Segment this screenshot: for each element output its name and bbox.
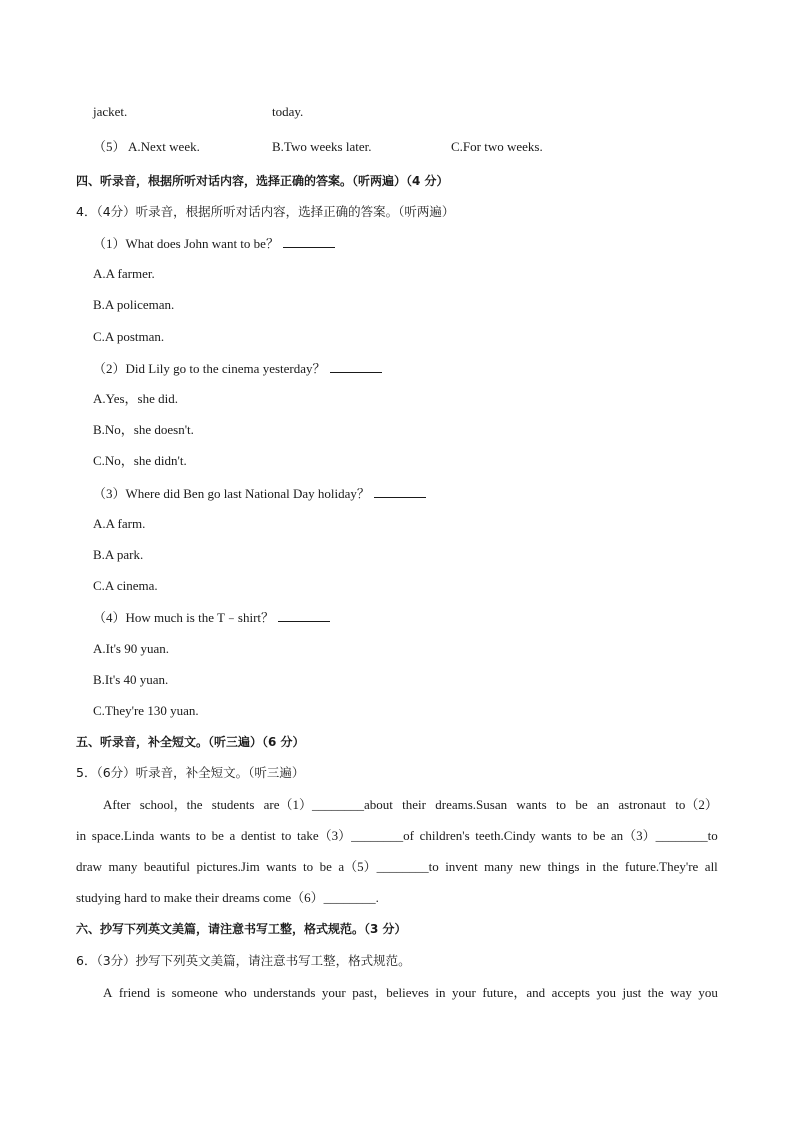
word: a（5）________to xyxy=(338,859,439,874)
word: an xyxy=(596,797,610,812)
word: are（1）________about xyxy=(263,797,393,812)
word: things xyxy=(547,859,580,874)
word: be xyxy=(575,797,588,812)
option-a: A.Next week. xyxy=(128,139,200,154)
section-heading: 四、听录音，根据所听对话内容，选择正确的答案。（听两遍）（4 分） xyxy=(76,174,449,188)
question-stem: 4．（4分）听录音，根据所听对话内容，选择正确的答案。（听两遍） xyxy=(76,204,455,219)
section-heading: 五、听录音，补全短文。（听三遍）（6 分） xyxy=(76,735,305,749)
answer-blank[interactable] xyxy=(283,235,335,248)
word: to xyxy=(577,828,588,843)
option-a: A.It's 90 yuan. xyxy=(93,641,170,656)
word: A xyxy=(103,985,113,1000)
question-text: （4）How much is the T﹣shirt？ xyxy=(93,609,330,626)
option-a: A.A farmer. xyxy=(93,266,155,281)
word: all xyxy=(704,859,718,874)
question-text: （3）Where did Ben go last National Day holiday？ xyxy=(93,485,426,502)
word: space.Linda xyxy=(91,828,155,843)
word: be xyxy=(592,828,606,843)
word: friend xyxy=(118,985,150,1000)
word: an（3）________to xyxy=(610,828,718,843)
option-b: B.It's 40 yuan. xyxy=(93,672,169,687)
passage-line xyxy=(76,828,718,844)
option-b: B.No，she doesn't. xyxy=(93,422,194,437)
word: future，and xyxy=(482,985,546,1000)
word: in xyxy=(76,828,87,843)
question-stem: 6．（3分）抄写下列英文美篇，请注意书写工整，格式规范。 xyxy=(76,953,411,968)
word: your xyxy=(321,985,346,1000)
answer-blank[interactable] xyxy=(330,360,382,373)
word: to（2） xyxy=(675,797,718,812)
word: you xyxy=(596,985,616,1000)
word: future.They're xyxy=(624,859,699,874)
answer-blank[interactable] xyxy=(374,485,426,498)
word: wants xyxy=(516,797,547,812)
word: dreams.Susan xyxy=(435,797,508,812)
word: a xyxy=(229,828,236,843)
copy-passage-line xyxy=(103,985,718,1001)
option-c: C.For two weeks. xyxy=(451,139,543,154)
word: past，believes xyxy=(352,985,429,1000)
word: invent xyxy=(445,859,478,874)
option-text: today. xyxy=(272,104,304,119)
word: many xyxy=(108,859,138,874)
word: to xyxy=(555,797,567,812)
word: their xyxy=(402,797,426,812)
word: the xyxy=(602,859,619,874)
word: to xyxy=(195,828,206,843)
option-a: A.Yes，she did. xyxy=(93,391,178,406)
option-c: C.A postman. xyxy=(93,329,165,344)
word: wants xyxy=(159,828,191,843)
word: to xyxy=(281,828,292,843)
word: just xyxy=(622,985,642,1000)
word: in xyxy=(585,859,597,874)
option-c: C.They're 130 yuan. xyxy=(93,703,199,718)
answer-blank[interactable] xyxy=(278,609,330,622)
section-heading: 六、抄写下列英文美篇，请注意书写工整，格式规范。（3 分） xyxy=(76,922,407,936)
word: is xyxy=(156,985,166,1000)
option-b: B.Two weeks later. xyxy=(272,139,372,154)
word: beautiful xyxy=(143,859,191,874)
word: wants xyxy=(266,859,297,874)
question-stem: 5．（6分）听录音，补全短文。（听三遍） xyxy=(76,765,305,780)
word: pictures.Jim xyxy=(196,859,260,874)
option-a: A.A farm. xyxy=(93,516,146,531)
word: someone xyxy=(171,985,218,1000)
word: many xyxy=(484,859,514,874)
word: to xyxy=(302,859,314,874)
word: teeth.Cindy xyxy=(475,828,536,843)
word: astronaut xyxy=(618,797,667,812)
word: in xyxy=(435,985,446,1000)
option-b: B.A policeman. xyxy=(93,297,175,312)
option-b: B.A park. xyxy=(93,547,144,562)
question-text: （1）What does John want to be？ xyxy=(93,235,335,252)
passage-line xyxy=(103,797,718,813)
word: students xyxy=(211,797,255,812)
word: your xyxy=(451,985,476,1000)
word: accepts xyxy=(551,985,590,1000)
word: you xyxy=(698,985,718,1000)
word: dentist xyxy=(240,828,276,843)
word: draw xyxy=(76,859,102,874)
word: way xyxy=(670,985,692,1000)
word: who xyxy=(224,985,247,1000)
option-c: C.A cinema. xyxy=(93,578,158,593)
word: children's xyxy=(419,828,470,843)
word: the xyxy=(647,985,664,1000)
question-text: （2）Did Lily go to the cinema yesterday？ xyxy=(93,360,382,377)
word: be xyxy=(211,828,224,843)
passage-line xyxy=(76,859,718,875)
word: take（3）________of xyxy=(297,828,415,843)
passage-line: studying hard to make their dreams come（6）________. xyxy=(76,890,379,905)
word: After xyxy=(103,797,131,812)
word: new xyxy=(519,859,542,874)
word: wants xyxy=(541,828,572,843)
option-c: C.No，she didn't. xyxy=(93,453,187,468)
option-text: jacket. xyxy=(93,104,128,119)
question-number: （5） xyxy=(93,139,126,154)
word: be xyxy=(319,859,332,874)
word: school，the xyxy=(139,797,203,812)
word: understands xyxy=(253,985,316,1000)
